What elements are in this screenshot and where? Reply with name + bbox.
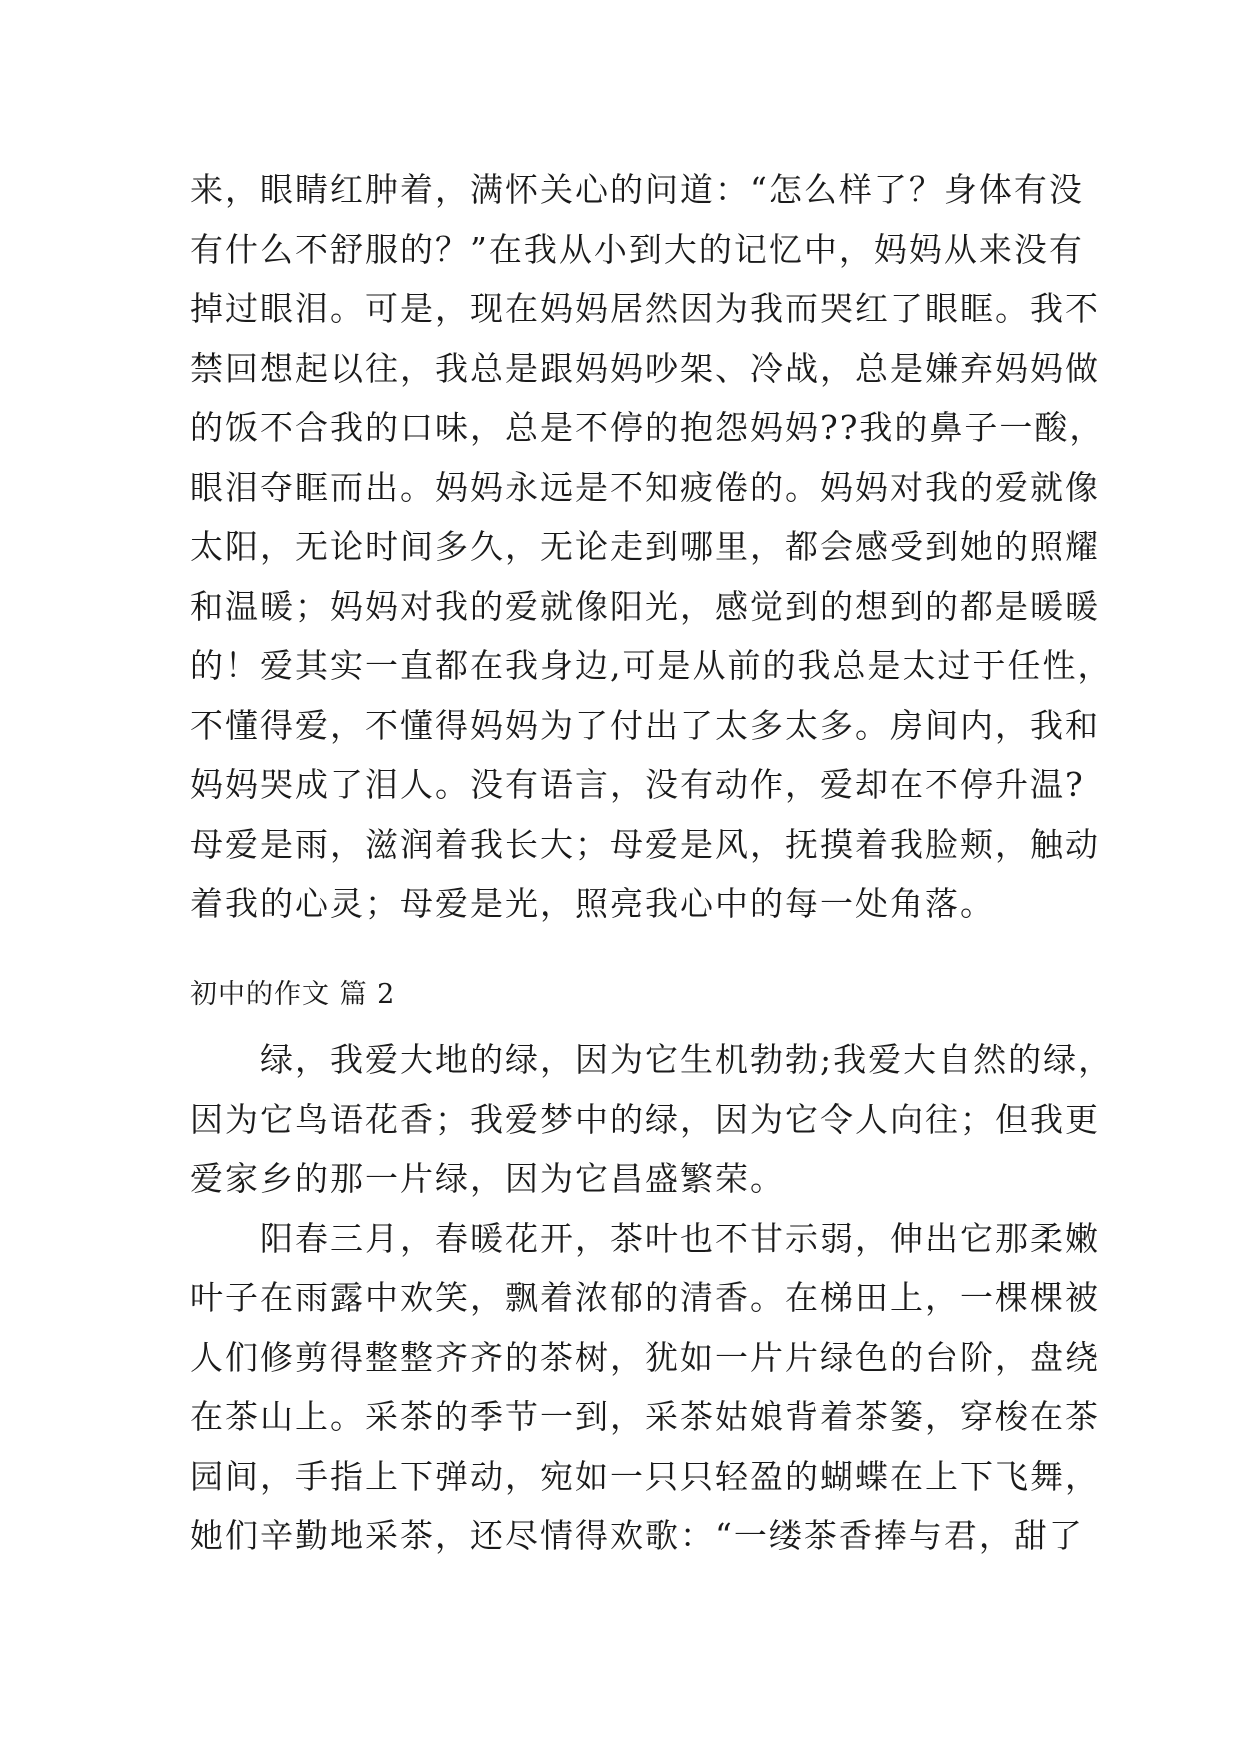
text-line: 来，眼睛红肿着，满怀关心的问道：“怎么样了？身体有没	[190, 170, 1084, 209]
text-line: 在茶山上。采茶的季节一到，采茶姑娘背着茶篓，穿梭在茶	[190, 1397, 1100, 1436]
text-line: 的！爱其实一直都在我身边,可是从前的我总是太过于任性，	[190, 646, 1113, 685]
text-line: 掉过眼泪。可是，现在妈妈居然因为我而哭红了眼眶。我不	[190, 289, 1100, 328]
text-line: 着我的心灵；母爱是光，照亮我心中的每一处角落。	[190, 884, 995, 923]
text-line: 妈妈哭成了泪人。没有语言，没有动作，爱却在不停升温?	[190, 765, 1085, 804]
text-line: 眼泪夺眶而出。妈妈永远是不知疲倦的。妈妈对我的爱就像	[190, 467, 1100, 507]
text-line: 因为它鸟语花香；我爱梦中的绿，因为它令人向往；但我更	[190, 1099, 1100, 1139]
text-line: 和温暖；妈妈对我的爱就像阳光，感觉到的想到的都是暖暖	[190, 586, 1100, 626]
text-line: 园间，手指上下弹动，宛如一只只轻盈的蝴蝶在上下飞舞，	[190, 1456, 1100, 1496]
text-line: 她们辛勤地采茶，还尽情得欢歌：“一缕茶香捧与君，甜了	[190, 1516, 1084, 1555]
text-line: 不懂得爱，不懂得妈妈为了付出了太多太多。房间内，我和	[190, 705, 1100, 745]
section-heading: 初中的作文 篇 2	[190, 979, 396, 1010]
text-line: 人们修剪得整整齐齐的茶树，犹如一片片绿色的台阶，盘绕	[190, 1337, 1100, 1377]
text-line: 绿，我爱大地的绿，因为它生机勃勃;我爱大自然的绿，	[190, 1040, 1114, 1079]
text-line: 爱家乡的那一片绿，因为它昌盛繁荣。	[190, 1159, 785, 1198]
text-line: 阳春三月，春暖花开，茶叶也不甘示弱，伸出它那柔嫩	[190, 1218, 1100, 1258]
text-line: 太阳，无论时间多久，无论走到哪里，都会感受到她的照耀	[190, 527, 1100, 566]
text-line: 母爱是雨，滋润着我长大；母爱是风，抚摸着我脸颊，触动	[190, 824, 1100, 864]
text-line: 禁回想起以往，我总是跟妈妈吵架、冷战，总是嫌弃妈妈做	[190, 348, 1100, 388]
paragraph-green-hometown	[190, 1030, 1114, 1566]
text-line: 叶子在雨露中欢笑，飘着浓郁的清香。在梯田上，一棵棵被	[190, 1278, 1100, 1317]
text-line: 有什么不舒服的？”在我从小到大的记忆中，妈妈从来没有	[190, 229, 1084, 269]
text-line: 的饭不合我的口味，总是不停的抱怨妈妈??我的鼻子一酸，	[190, 408, 1105, 447]
paragraph-mother-love	[190, 160, 1113, 934]
